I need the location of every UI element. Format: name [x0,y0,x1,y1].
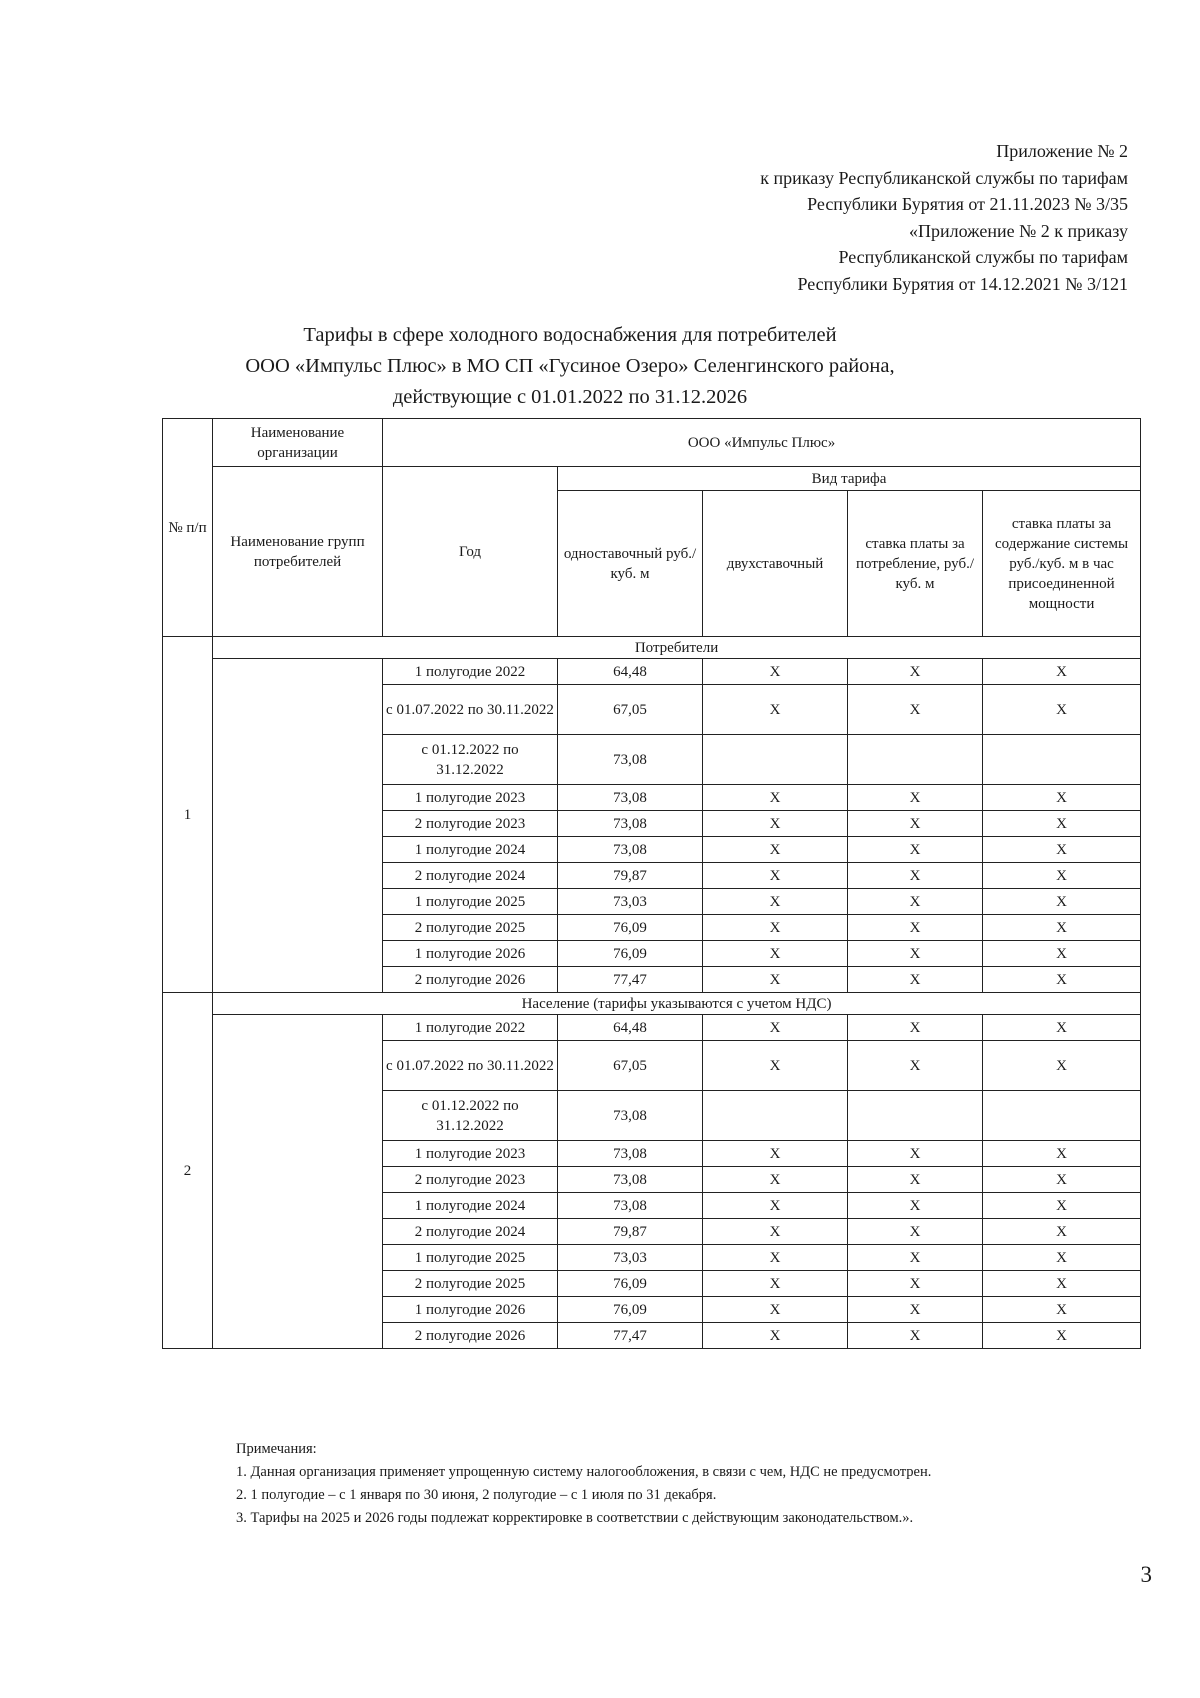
header-line: Республиканской службы по тарифам [838,247,1128,267]
maintenance-rate-cell: X [983,659,1141,685]
maintenance-rate-cell: X [983,1323,1141,1349]
single-rate-cell: 76,09 [558,941,703,967]
maintenance-rate-cell [983,735,1141,785]
consumption-rate-cell: X [848,941,983,967]
consumption-rate-cell: X [848,889,983,915]
single-rate-cell: 73,08 [558,735,703,785]
double-rate-cell: X [703,915,848,941]
period-cell: 1 полугодие 2022 [383,1015,558,1041]
title-line: действующие с 01.01.2022 по 31.12.2026 [392,386,748,408]
double-rate-cell: X [703,1015,848,1041]
double-rate-cell: X [703,1193,848,1219]
consumption-rate-cell: X [848,1141,983,1167]
maintenance-rate-cell: X [983,685,1141,735]
consumption-rate-cell [848,735,983,785]
period-cell: 1 полугодие 2024 [383,1193,558,1219]
maintenance-rate-cell: X [983,1297,1141,1323]
notes [236,1438,931,1530]
double-rate-cell: X [703,1141,848,1167]
single-rate-cell: 64,48 [558,1015,703,1041]
period-cell: 1 полугодие 2025 [383,889,558,915]
table-row [163,1015,1141,1041]
consumption-rate-cell: X [848,1271,983,1297]
single-rate-cell: 73,03 [558,889,703,915]
single-rate-cell: 76,09 [558,915,703,941]
title-line: Тарифы в сфере холодного водоснабжения для потребителей [303,324,837,346]
group-empty-cell [213,1015,383,1349]
note-item: 3. Тарифы на 2025 и 2026 годы подлежат корректировке в соответствии с действующим законодательством.». [236,1510,914,1526]
consumption-rate-cell: X [848,785,983,811]
single-rate-cell: 73,08 [558,785,703,811]
row-number: 2 [163,993,213,1349]
consumption-rate-cell: X [848,915,983,941]
double-rate-cell: X [703,941,848,967]
maintenance-rate-cell: X [983,1041,1141,1091]
row-number: 1 [163,637,213,993]
num-header: № п/п [163,419,213,637]
period-cell: с 01.07.2022 по 30.11.2022 [383,685,558,735]
consumption-rate-cell: X [848,1219,983,1245]
double-rate-cell: X [703,1245,848,1271]
maintenance-rate-cell: X [983,1245,1141,1271]
single-rate-cell: 73,08 [558,837,703,863]
col-consumption-rate: ставка платы за потребление, руб./ куб. м [848,491,983,637]
group-empty-cell [213,659,383,993]
consumption-rate-cell: X [848,1193,983,1219]
group-name: Население (тарифы указываются с учетом НДС) [213,993,1141,1015]
col-single-rate: одноставочный руб./ куб. м [558,491,703,637]
consumption-rate-cell: X [848,685,983,735]
maintenance-rate-cell: X [983,1167,1141,1193]
col-maintenance-rate: ставка платы за содержание системы руб./куб. м в час присоединенной мощности [983,491,1141,637]
single-rate-cell: 79,87 [558,863,703,889]
double-rate-cell: X [703,659,848,685]
notes-heading: Примечания: [236,1441,317,1457]
double-rate-cell: X [703,1323,848,1349]
header-line: Приложение № 2 [996,141,1128,161]
double-rate-cell: X [703,811,848,837]
double-rate-cell: X [703,1167,848,1193]
consumption-rate-cell: X [848,1041,983,1091]
tariff-type-label: Вид тарифа [558,467,1141,491]
group-row [163,637,1141,659]
consumption-rate-cell: X [848,659,983,685]
consumption-rate-cell: X [848,1245,983,1271]
col-double-rate: двухставочный [703,491,848,637]
maintenance-rate-cell: X [983,889,1141,915]
consumption-rate-cell [848,1091,983,1141]
maintenance-rate-cell: X [983,811,1141,837]
header-line: Республики Бурятия от 14.12.2021 № 3/121 [797,273,1128,294]
title-line: ООО «Импульс Плюс» в МО СП «Гусиное Озеро» Селенгинского района, [245,355,895,377]
single-rate-cell: 77,47 [558,1323,703,1349]
single-rate-cell: 73,08 [558,1167,703,1193]
period-cell: с 01.12.2022 по 31.12.2022 [383,735,558,785]
period-cell: 1 полугодие 2022 [383,659,558,685]
org-name-label: Наименование организации [213,419,383,467]
consumption-rate-cell: X [848,811,983,837]
period-cell: 1 полугодие 2023 [383,1141,558,1167]
period-cell: 1 полугодие 2025 [383,1245,558,1271]
consumption-rate-cell: X [848,1015,983,1041]
org-name: ООО «Импульс Плюс» [383,419,1141,467]
period-cell: 1 полугодие 2026 [383,941,558,967]
maintenance-rate-cell: X [983,1193,1141,1219]
page-number: 3 [1140,1562,1152,1587]
double-rate-cell: X [703,1041,848,1091]
maintenance-rate-cell: X [983,837,1141,863]
consumption-rate-cell: X [848,863,983,889]
period-cell: 2 полугодие 2023 [383,811,558,837]
maintenance-rate-cell: X [983,1141,1141,1167]
consumption-rate-cell: X [848,1167,983,1193]
table-row [163,659,1141,685]
double-rate-cell: X [703,863,848,889]
header-line: Республики Бурятия от 21.11.2023 № 3/35 [807,194,1128,214]
single-rate-cell: 76,09 [558,1271,703,1297]
maintenance-rate-cell [983,1091,1141,1141]
period-cell: 2 полугодие 2024 [383,863,558,889]
header-line: к приказу Республиканской службы по тарифам [760,167,1128,188]
period-cell: с 01.12.2022 по 31.12.2022 [383,1091,558,1141]
period-cell: 2 полугодие 2026 [383,967,558,993]
consumption-rate-cell: X [848,1323,983,1349]
consumption-rate-cell: X [848,1297,983,1323]
document-title [120,320,1020,413]
double-rate-cell: X [703,685,848,735]
single-rate-cell: 73,03 [558,1245,703,1271]
double-rate-cell: X [703,967,848,993]
note-item: 2. 1 полугодие – с 1 января по 30 июня, 2 полугодие – с 1 июля по 31 декабря. [236,1487,717,1503]
double-rate-cell: X [703,889,848,915]
period-cell: 2 полугодие 2026 [383,1323,558,1349]
period-cell: 1 полугодие 2024 [383,837,558,863]
period-cell: 2 полугодие 2023 [383,1167,558,1193]
header-line: «Приложение № 2 к приказу [909,220,1128,241]
single-rate-cell: 67,05 [558,1041,703,1091]
consumption-rate-cell: X [848,967,983,993]
document-header [568,138,1128,297]
double-rate-cell: X [703,785,848,811]
group-row [163,993,1141,1015]
period-cell: 2 полугодие 2025 [383,1271,558,1297]
group-name: Потребители [213,637,1141,659]
year-label: Год [383,467,558,637]
period-cell: 1 полугодие 2026 [383,1297,558,1323]
single-rate-cell: 77,47 [558,967,703,993]
single-rate-cell: 79,87 [558,1219,703,1245]
single-rate-cell: 73,08 [558,811,703,837]
maintenance-rate-cell: X [983,1219,1141,1245]
double-rate-cell [703,735,848,785]
single-rate-cell: 73,08 [558,1193,703,1219]
double-rate-cell [703,1091,848,1141]
maintenance-rate-cell: X [983,785,1141,811]
double-rate-cell: X [703,1297,848,1323]
maintenance-rate-cell: X [983,1271,1141,1297]
double-rate-cell: X [703,837,848,863]
single-rate-cell: 64,48 [558,659,703,685]
single-rate-cell: 76,09 [558,1297,703,1323]
double-rate-cell: X [703,1219,848,1245]
tariff-table [162,418,1141,1349]
period-cell: с 01.07.2022 по 30.11.2022 [383,1041,558,1091]
maintenance-rate-cell: X [983,941,1141,967]
consumption-rate-cell: X [848,837,983,863]
period-cell: 2 полугодие 2024 [383,1219,558,1245]
single-rate-cell: 73,08 [558,1141,703,1167]
maintenance-rate-cell: X [983,863,1141,889]
maintenance-rate-cell: X [983,915,1141,941]
period-cell: 2 полугодие 2025 [383,915,558,941]
note-item: 1. Данная организация применяет упрощенную систему налогообложения, в связи с чем, НДС не предусмотрен. [236,1464,932,1480]
single-rate-cell: 73,08 [558,1091,703,1141]
maintenance-rate-cell: X [983,1015,1141,1041]
group-label: Наименование групп потребителей [213,467,383,637]
period-cell: 1 полугодие 2023 [383,785,558,811]
single-rate-cell: 67,05 [558,685,703,735]
double-rate-cell: X [703,1271,848,1297]
maintenance-rate-cell: X [983,967,1141,993]
